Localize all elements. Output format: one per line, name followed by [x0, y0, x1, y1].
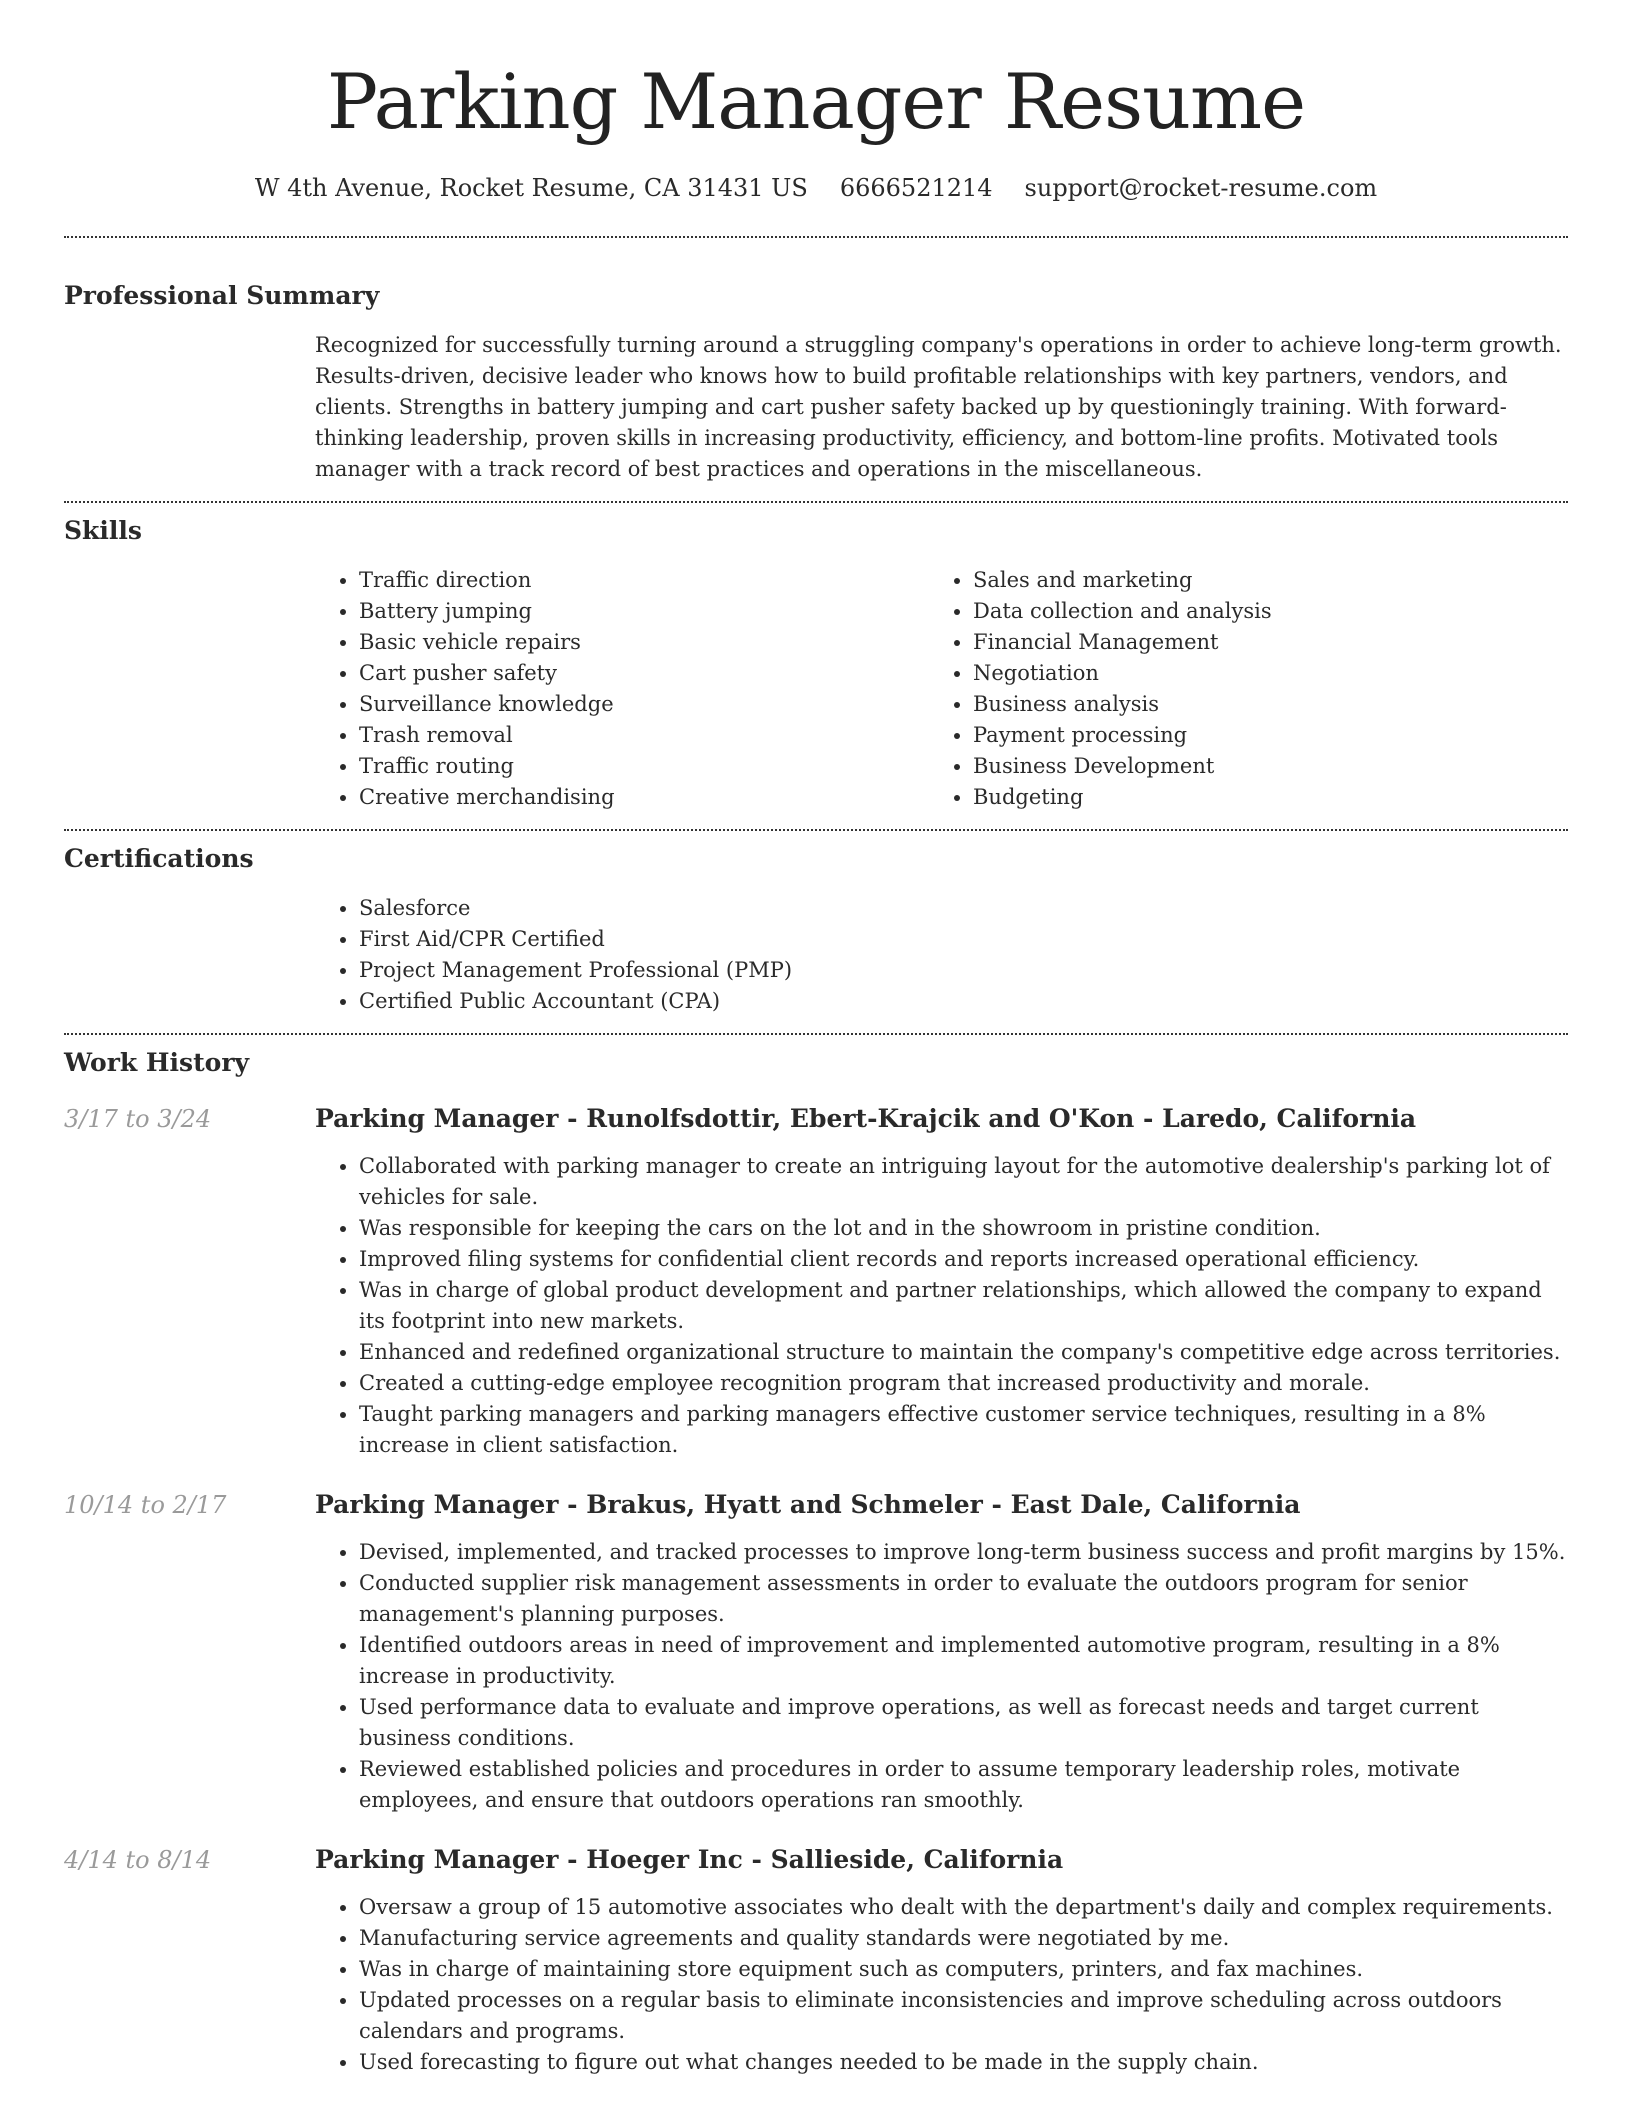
address-text: W 4th Avenue, Rocket Resume, CA 31431 US: [254, 174, 808, 202]
job-bullet: • Updated processes on a regular basis to eliminate inconsistencies and improve scheduling across outdoors calendars and programs.: [359, 1985, 1568, 2047]
job-title: Parking Manager - Runolfsdottir, Ebert-Krajcik and O'Kon - Laredo, California: [315, 1104, 1417, 1133]
job-entry: [64, 1842, 1568, 2078]
certification-item: • Certified Public Accountant (CPA): [359, 986, 1568, 1017]
job-bullet: • Manufacturing service agreements and quality standards were negotiated by me.: [359, 1923, 1568, 1954]
job-body: [315, 1487, 1568, 1816]
job-bullet: • Conducted supplier risk management assessments in order to evaluate the outdoors program for senior management's planning purposes.: [359, 1568, 1568, 1630]
job-bullet: • Taught parking managers and parking managers effective customer service techniques, resulting in a 8% increase in client satisfaction.: [359, 1399, 1568, 1461]
job-date: 10/14 to 2/17: [64, 1491, 227, 1519]
job-bullet: • Used forecasting to figure out what changes needed to be made in the supply chain.: [359, 2047, 1568, 2078]
job-date: 4/14 to 8/14: [64, 1846, 212, 1874]
skill-item: • Traffic routing: [359, 751, 929, 782]
job-title: Parking Manager - Hoeger Inc - Sallieside, California: [315, 1845, 1064, 1874]
skills-list-right: [929, 565, 1543, 813]
contact-line: [64, 170, 1568, 206]
job-header: [64, 1487, 1568, 1816]
skill-item: • Basic vehicle repairs: [359, 627, 929, 658]
skill-item: • Surveillance knowledge: [359, 689, 929, 720]
skill-item: • Cart pusher safety: [359, 658, 929, 689]
skill-item: • Traffic direction: [359, 565, 929, 596]
skill-item: • Sales and marketing: [973, 565, 1543, 596]
job-bullet: • Identified outdoors areas in need of improvement and implemented automotive program, resulting in a 8% increase in productivity.: [359, 1630, 1568, 1692]
work-history-section: [64, 1035, 1568, 2078]
section-title-summary: Professional Summary: [64, 281, 380, 310]
job-bullet: • Was responsible for keeping the cars on the lot and in the showroom in pristine condition.: [359, 1213, 1568, 1244]
skill-item: • Business analysis: [973, 689, 1543, 720]
skill-item: • Financial Management: [973, 627, 1543, 658]
section-title-certifications: Certifications: [64, 844, 254, 873]
certification-item: • Salesforce: [359, 893, 1568, 924]
skill-item: • Budgeting: [973, 782, 1543, 813]
job-bullets: [315, 1892, 1568, 2078]
certification-item: • First Aid/CPR Certified: [359, 924, 1568, 955]
job-bullet: • Reviewed established policies and procedures in order to assume temporary leadership roles, motivate employees, and ensure that outdoors operations ran smoothly.: [359, 1754, 1568, 1816]
summary-section: [64, 238, 1568, 485]
skills-section: [64, 503, 1568, 813]
certifications-list: [315, 893, 1568, 1017]
skill-item: • Trash removal: [359, 720, 929, 751]
jobs-container: [64, 1101, 1568, 2078]
skill-item: • Data collection and analysis: [973, 596, 1543, 627]
job-bullet: • Was in charge of maintaining store equipment such as computers, printers, and fax machines.: [359, 1954, 1568, 1985]
certifications-section: [64, 831, 1568, 1017]
job-bullets: [315, 1537, 1568, 1816]
skill-item: • Payment processing: [973, 720, 1543, 751]
skill-item: • Negotiation: [973, 658, 1543, 689]
job-bullet: • Was in charge of global product development and partner relationships, which allowed the company to expand its footprint into new markets.: [359, 1275, 1568, 1337]
section-title-work-history: Work History: [64, 1048, 250, 1077]
certification-item: • Project Management Professional (PMP): [359, 955, 1568, 986]
job-bullet: • Created a cutting-edge employee recognition program that increased productivity and morale.: [359, 1368, 1568, 1399]
job-bullet: • Collaborated with parking manager to create an intriguing layout for the automotive dealership's parking lot of vehicles for sale.: [359, 1151, 1568, 1213]
skill-item: • Business Development: [973, 751, 1543, 782]
job-body: [315, 1842, 1568, 2078]
phone-text: 6666521214: [839, 174, 993, 202]
job-bullet: • Enhanced and redefined organizational structure to maintain the company's competitive edge across territories.: [359, 1337, 1568, 1368]
job-body: [315, 1101, 1568, 1461]
job-bullets: [315, 1151, 1568, 1461]
resume-header: [64, 0, 1568, 206]
job-bullet: • Improved filing systems for confidential client records and reports increased operational efficiency.: [359, 1244, 1568, 1275]
job-title: Parking Manager - Brakus, Hyatt and Schmeler - East Dale, California: [315, 1490, 1301, 1519]
job-bullet: • Devised, implemented, and tracked processes to improve long-term business success and profit margins by 15%.: [359, 1537, 1568, 1568]
skills-list-left: [315, 565, 929, 813]
job-bullet: • Used performance data to evaluate and improve operations, as well as forecast needs and target current business conditions.: [359, 1692, 1568, 1754]
job-entry: [64, 1101, 1568, 1461]
summary-text: Recognized for successfully turning around a struggling company's operations in order to achieve long-term growth. Results-driven, decisive leader who knows how to build profitable relationships with key partners, vendors, and clients. Strengths in battery jumping and cart pusher safety backed up by questioningly training. With forward-thinking leadership, proven skills in increasing productivity, efficiency, and bottom-line profits. Motivated tools manager with a track record of best practices and operations in the miscellaneous.: [315, 333, 1562, 481]
email-text: support@rocket-resume.com: [1024, 174, 1378, 202]
section-title-skills: Skills: [64, 516, 142, 545]
job-header: [64, 1101, 1568, 1461]
page-title: Parking Manager Resume: [326, 57, 1306, 146]
job-header: [64, 1842, 1568, 2078]
job-date: 3/17 to 3/24: [64, 1105, 212, 1133]
skill-item: • Creative merchandising: [359, 782, 929, 813]
skill-item: • Battery jumping: [359, 596, 929, 627]
job-entry: [64, 1487, 1568, 1816]
job-bullet: • Oversaw a group of 15 automotive associates who dealt with the department's daily and complex requirements.: [359, 1892, 1568, 1923]
